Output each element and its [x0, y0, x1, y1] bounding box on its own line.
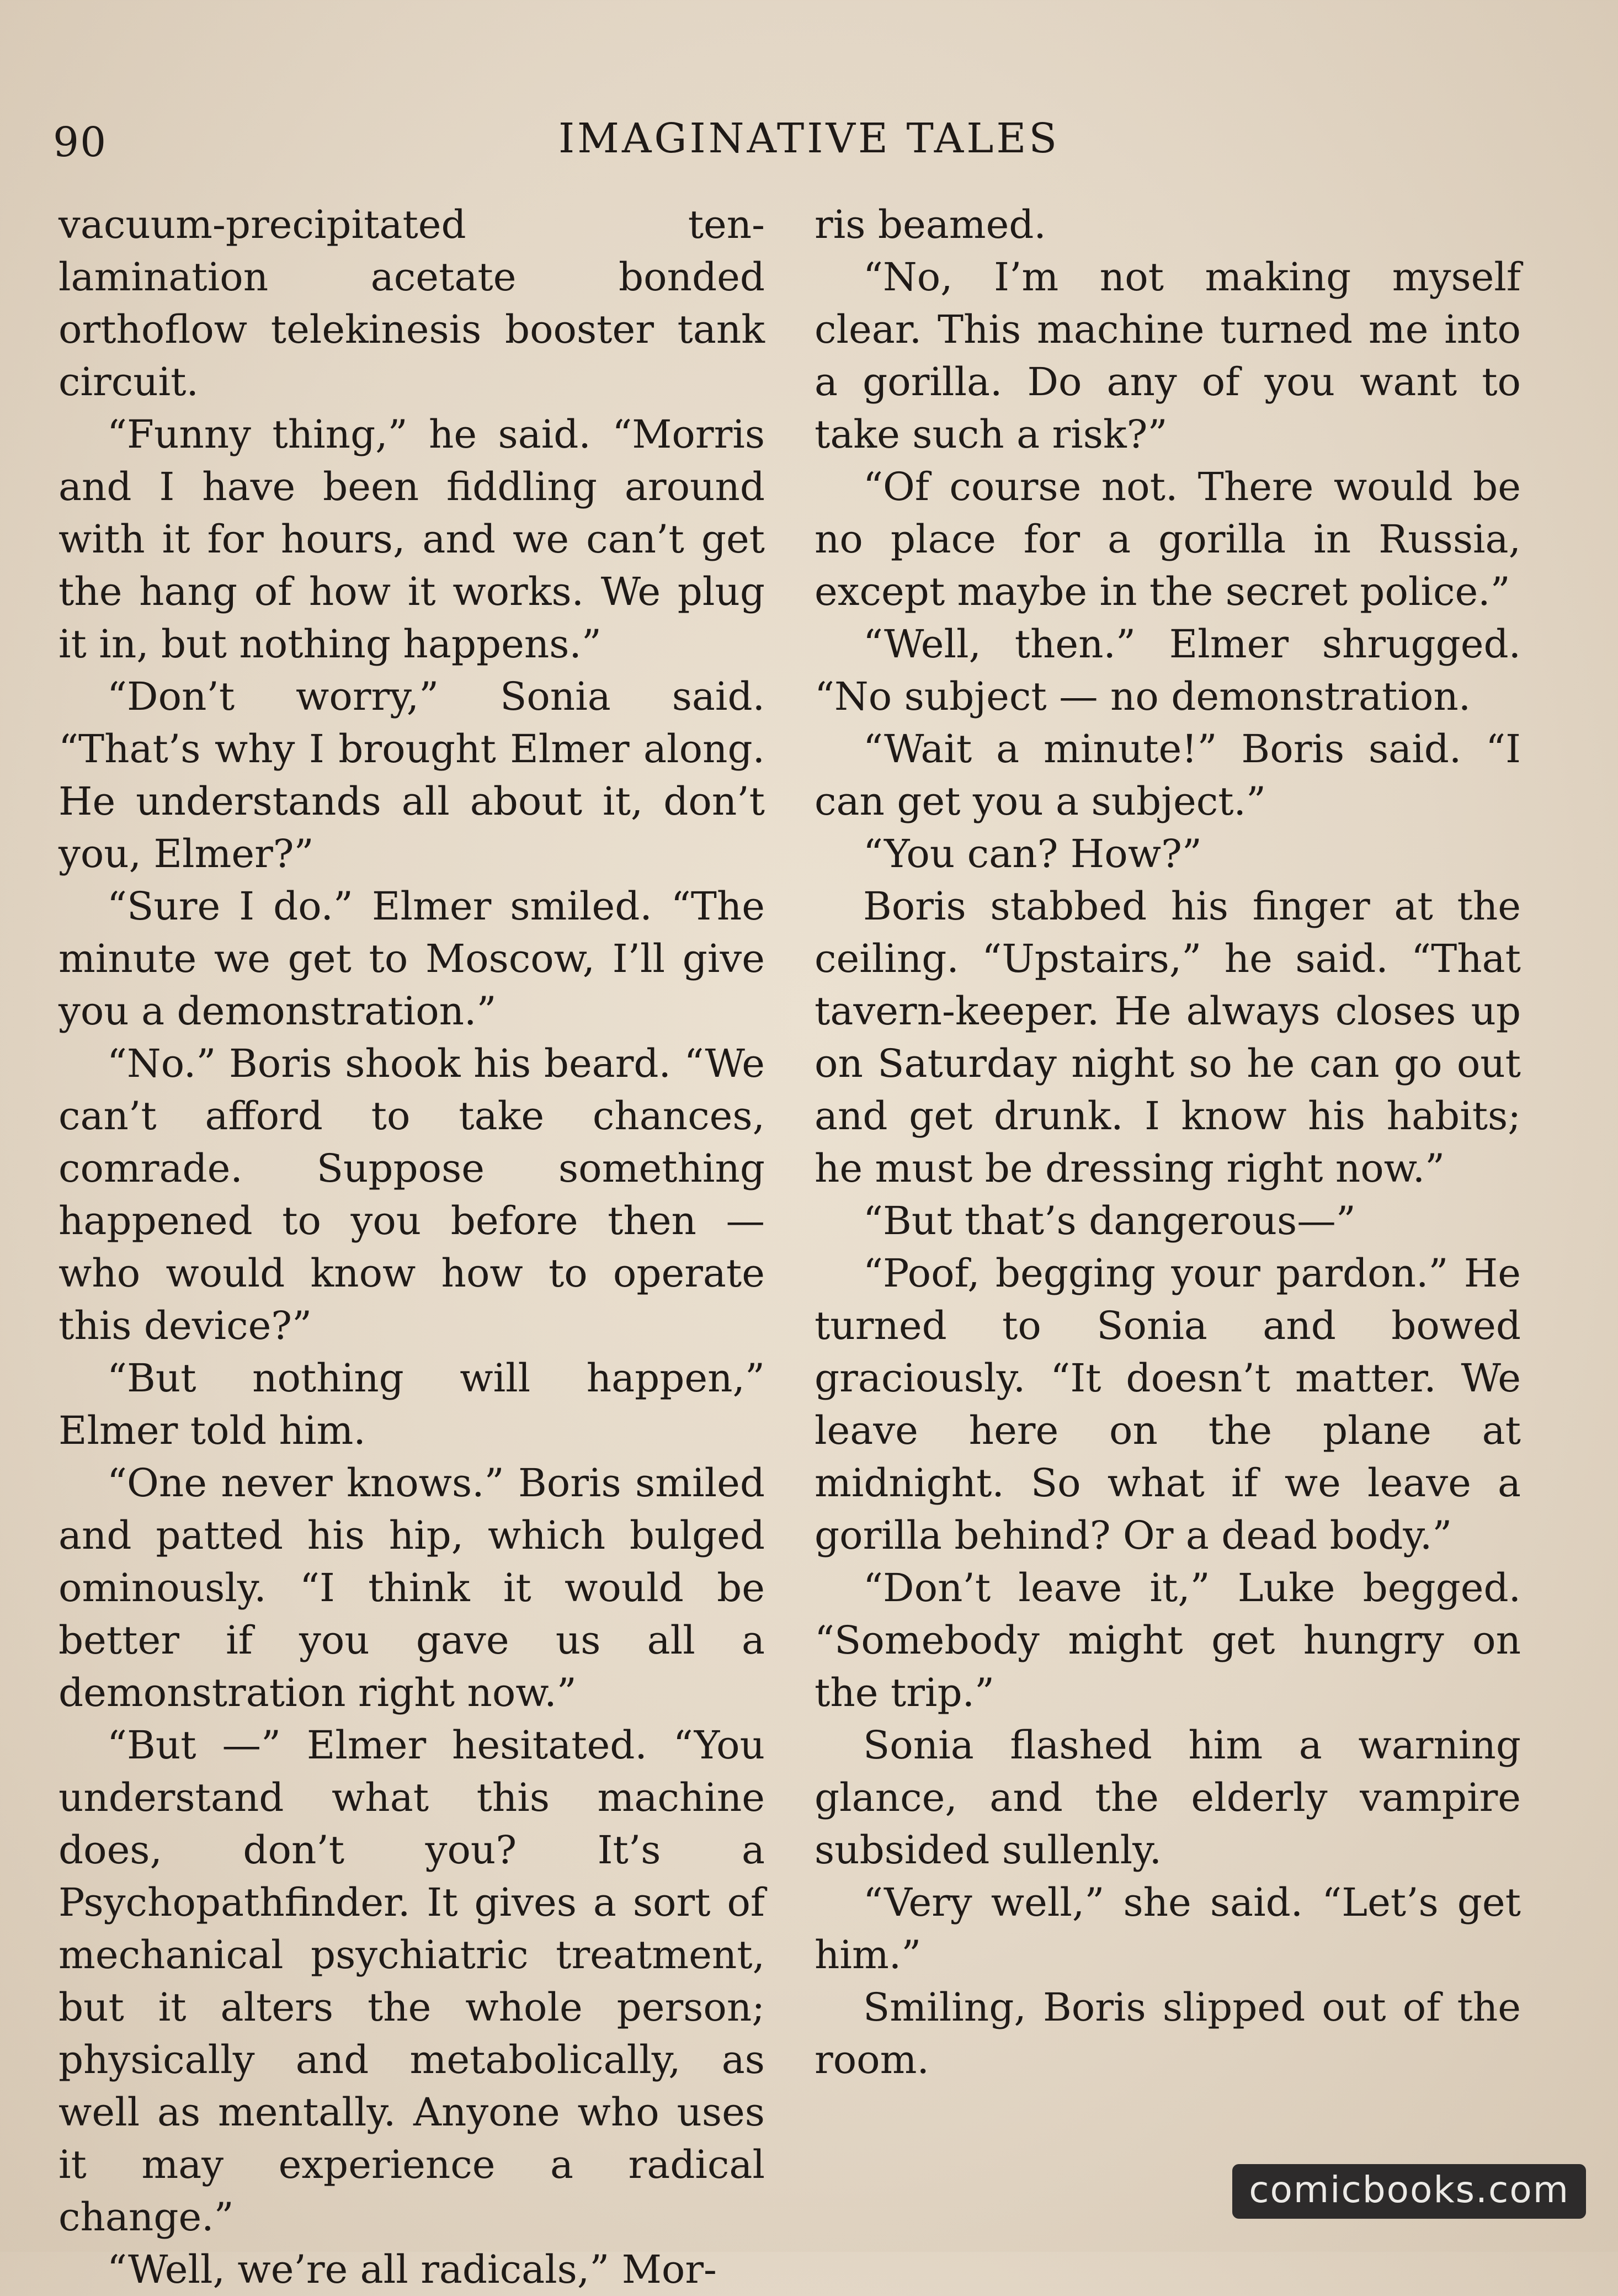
paragraph: “Well, we’re all radicals,” Mor-: [107, 2247, 717, 2292]
paragraph: “But that’s dangerous—”: [863, 1198, 1356, 1243]
left-column: [58, 199, 765, 2296]
watermark-logo: comicbooks.com: [1232, 2164, 1586, 2219]
running-head: IMAGINATIVE TALES: [558, 115, 1060, 162]
paragraph: “No, I’m not making myself clear. This machine turned me into a gorilla. Do any of you want to take such a risk?”: [815, 254, 1521, 457]
paragraph: “No.” Boris shook his beard. “We can’t afford to take chances, comrade. Suppose something happened to you before then — who would know how to operate this device?”: [58, 1041, 765, 1348]
paragraph: Boris stabbed his finger at the ceiling. “Upstairs,” he said. “That tavern-keeper. He always closes up on Saturday night so he can go out and get drunk. I know his habits; he must be dressing right now.”: [815, 884, 1521, 1191]
paragraph: “Funny thing,” he said. “Morris and I have been fiddling around with it for hours, and we can’t get the hang of how it works. We plug it in, but nothing happens.”: [58, 412, 765, 667]
paragraph: “One never knows.” Boris smiled and patted his hip, which bulged ominously. “I think it would be better if you gave us all a demonstration right now.”: [58, 1460, 765, 1715]
paragraph: “Very well,” she said. “Let’s get him.”: [815, 1880, 1521, 1978]
paragraph: Smiling, Boris slipped out of the room.: [815, 1985, 1521, 2082]
paragraph: vacuum-precipitated ten-lamination acetate bonded orthoflow telekinesis booster tank circuit.: [58, 202, 765, 405]
paragraph: Sonia flashed him a warning glance, and the elderly vampire subsided sullenly.: [815, 1723, 1521, 1873]
paragraph: “Don’t leave it,” Luke begged. “Somebody might get hungry on the trip.”: [815, 1565, 1521, 1715]
paragraph: “Sure I do.” Elmer smiled. “The minute we get to Moscow, I’ll give you a demonstration.”: [58, 884, 765, 1034]
paragraph: “You can? How?”: [863, 831, 1202, 876]
paragraph: ris beamed.: [815, 202, 1046, 247]
paragraph: “Well, then.” Elmer shrugged. “No subject — no demonstration.: [815, 621, 1521, 719]
paragraph: “Of course not. There would be no place for a gorilla in Russia, except maybe in the secret police.”: [815, 464, 1521, 614]
right-column: [815, 199, 1521, 2086]
paragraph: “Poof, begging your pardon.” He turned to Sonia and bowed graciously. “It doesn’t matter. We leave here on the plane at midnight. So what if we leave a gorilla behind? Or a dead body.”: [815, 1251, 1521, 1558]
page-number: 90: [53, 119, 108, 166]
paragraph: “Don’t worry,” Sonia said. “That’s why I brought Elmer along. He understands all about it, don’t you, Elmer?”: [58, 674, 765, 876]
paragraph: “Wait a minute!” Boris said. “I can get you a subject.”: [815, 726, 1521, 824]
paragraph: “But —” Elmer hesitated. “You understand what this machine does, don’t you? It’s a Psychopathfinder. It gives a sort of mechanical psychiatric treatment, but it alters the whole person; physically and metabolically, as well as mentally. Anyone who uses it may experience a radical change.”: [58, 1723, 765, 2240]
paragraph: “But nothing will happen,” Elmer told him.: [58, 1356, 765, 1453]
